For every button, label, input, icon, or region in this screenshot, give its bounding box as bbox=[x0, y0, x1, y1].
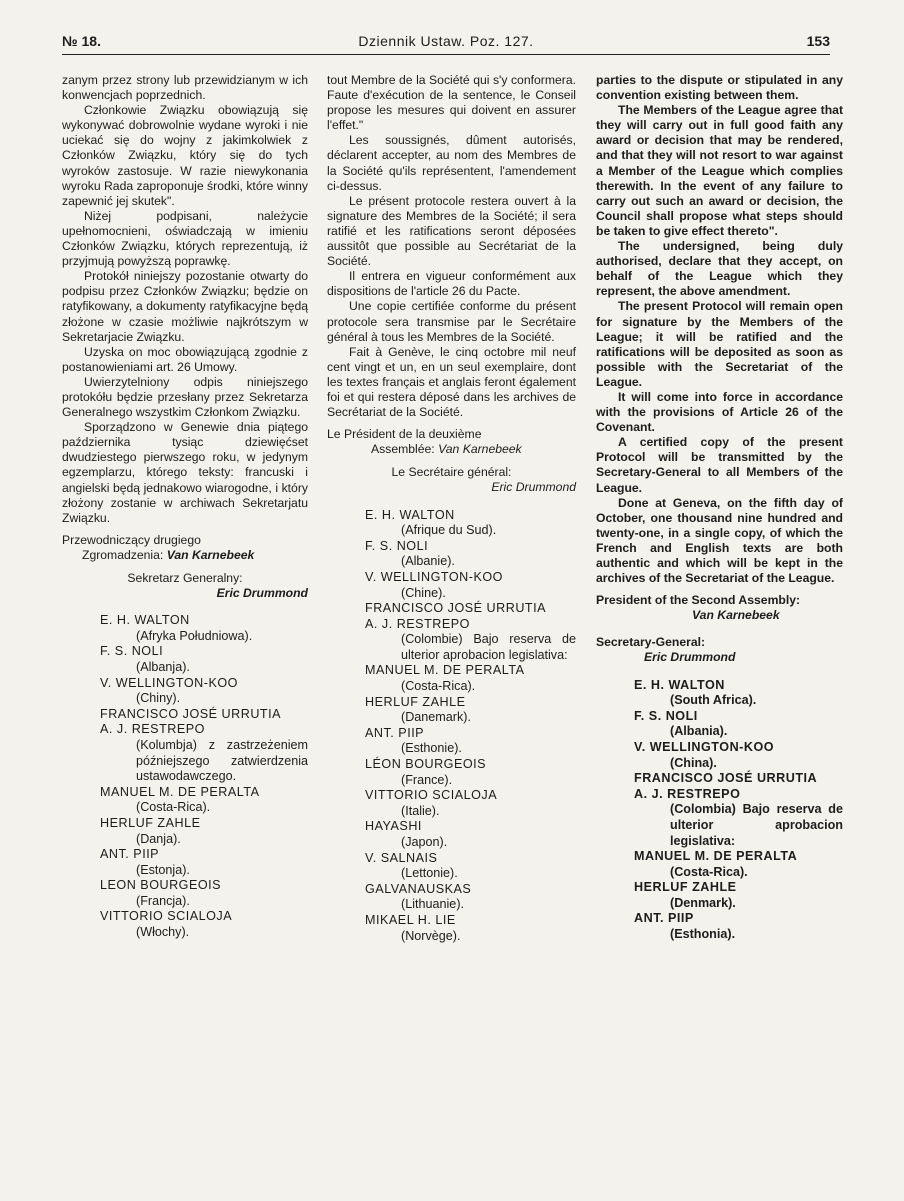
signatory-country: (South Africa). bbox=[670, 693, 757, 708]
secretary-title: Le Secrétaire général: bbox=[391, 465, 512, 480]
journal-number: № 18. bbox=[62, 33, 101, 49]
page-number: 153 bbox=[806, 33, 830, 49]
signatory-country: (Colombia) Bajo reserva de ulterior aprobacion legislativa: bbox=[670, 802, 843, 848]
signatory-country: (Francja). bbox=[136, 893, 190, 908]
signatory-country: (Norvège). bbox=[401, 928, 461, 943]
signatory-country: (Afrique du Sud). bbox=[401, 523, 497, 538]
signatory-name: ANT. PIIP bbox=[365, 725, 425, 740]
signatory-country: (Danemark). bbox=[401, 710, 471, 725]
paragraph: Le présent protocole restera ouvert à la signature des Membres de la Société; il sera ratifié et les ratifications seront déposées aussitôt que possible au Secrétariat de la Société. bbox=[327, 193, 576, 269]
signatory-country: (Kolumbja) z zastrzeżeniem późniejszego zatwierdzenia ustawodawczego. bbox=[136, 737, 308, 784]
signatory-country: (Japon). bbox=[401, 835, 448, 849]
paragraph: Fait à Genève, le cinq octobre mil neuf cent vingt et un, en un seul exemplaire, dont les textes français et anglais feront également foi et qui restera déposé dans les archives de Secrétariat de la Société. bbox=[327, 344, 576, 420]
signatory-name: HERLUF ZAHLE bbox=[365, 694, 466, 709]
secretary-title: Secretary-General: bbox=[596, 635, 706, 650]
president-title: Przewodniczący drugiego bbox=[62, 532, 201, 547]
secretary-title: Sekretarz Generalny: bbox=[127, 571, 243, 585]
signatory-name: MIKAEL H. LIE bbox=[365, 912, 456, 927]
paragraph: Sporządzono w Genewie dnia piątego października tysiąc dziewięćset dwudziestego pierwszego roku, w jedynym egzemplarzu, którego teksty: francuski i angielski będą jednakowo wiarogodne, i który złożony zostanie w archiwach Sekretarjatu Związku. bbox=[62, 420, 308, 525]
signatory-name: ANT. PIIP bbox=[634, 911, 694, 926]
president-name: Van Karnebeek bbox=[166, 547, 255, 562]
paragraph: Członkowie Związku obowiązują się wykonywać dobrowolnie wydane wyroki i nie uciekać się do wojny z jakimkolwiek z Członków Związku, który się do tych wyroków zastosuje. W razie niewykonania wyroku Rada zaproponuje środki, które winny zapewnić jej skutek". bbox=[62, 103, 308, 208]
polish-column bbox=[62, 73, 308, 941]
paragraph: tout Membre de la Société qui s'y conformera. Faute d'exécution de la sentence, le Conseil propose les mesures qui doivent en assurer l'effet." bbox=[327, 73, 576, 133]
signatory-name: LÉON BOURGEOIS bbox=[365, 757, 487, 772]
signatory-name: A. J. RESTREPO bbox=[100, 722, 205, 737]
paragraph: Il entrera en vigueur conformément aux dispositions de l'article 26 du Pacte. bbox=[327, 269, 576, 299]
signatory-country: (Esthonie). bbox=[401, 741, 462, 756]
signatory-name: FRANCISCO JOSÉ URRUTIA bbox=[634, 771, 818, 786]
president-signature bbox=[62, 533, 308, 563]
signatory-name: F. S. NOLI bbox=[634, 708, 698, 723]
signatory-name: A. J. RESTREPO bbox=[365, 616, 470, 631]
president-name: Van Karnebeek bbox=[438, 442, 522, 457]
signatory-name: E. H. WALTON bbox=[100, 613, 190, 628]
president-title-cont: Assemblée: bbox=[371, 442, 435, 457]
english-column bbox=[596, 73, 843, 943]
signatory-country: (Esthonia). bbox=[670, 927, 736, 942]
signatory-name: F. S. NOLI bbox=[365, 538, 429, 553]
signatory-name: LEON BOURGEOIS bbox=[100, 878, 222, 893]
signatory-name: VITTORIO SCIALOJA bbox=[365, 788, 498, 803]
signatory-name: MANUEL M. DE PERALTA bbox=[634, 849, 798, 864]
signatory-country: (Costa-Rica). bbox=[670, 864, 748, 879]
paragraph: zanym przez strony lub przewidzianym w ich konwencjach poprzednich. bbox=[62, 73, 308, 103]
president-signature bbox=[327, 427, 576, 457]
signatory-country: (China). bbox=[670, 755, 717, 770]
signatory-country: (Włochy). bbox=[136, 925, 190, 940]
signatory-country: (Afryka Południowa). bbox=[136, 628, 253, 643]
signatory-country: (Albania). bbox=[670, 724, 728, 739]
signatory-country: (Estonja). bbox=[136, 862, 190, 877]
signatory-name: V. WELLINGTON-KOO bbox=[100, 675, 238, 690]
signatory-name: MANUEL M. DE PERALTA bbox=[100, 784, 260, 799]
paragraph: The undersigned, being duly authorised, declare that they accept, on behalf of the League which they represent, the above amendment. bbox=[596, 239, 843, 299]
secretary-name: Eric Drummond bbox=[644, 650, 736, 665]
signatory-country: (France). bbox=[401, 772, 453, 787]
paragraph: Uzyska on moc obowiązującą zgodnie z postanowieniami art. 26 Umowy. bbox=[62, 344, 308, 374]
signatory-country: (Albanja). bbox=[136, 659, 190, 674]
signatory-name: FRANCISCO JOSÉ URRUTIA bbox=[365, 601, 547, 616]
journal-title: Dziennik Ustaw. Poz. 127. bbox=[358, 33, 534, 49]
signatory-name: E. H. WALTON bbox=[634, 677, 725, 692]
paragraph: Uwierzytelniony odpis niniejszego protokółu będzie przesłany przez Sekretarza Generalnego wszystkim Członkom Związku. bbox=[62, 374, 308, 420]
signatory-name: F. S. NOLI bbox=[100, 644, 164, 659]
president-title: President of the Second Assembly: bbox=[596, 593, 801, 608]
paragraph: Niżej podpisani, należycie upełnomocnieni, oświadczają w imieniu Członków Związku, których reprezentują, iż przyjmują powyższą poprawkę. bbox=[62, 208, 308, 269]
signatory-country: (Denmark). bbox=[670, 895, 736, 910]
signatory-name: MANUEL M. DE PERALTA bbox=[365, 663, 525, 678]
signatory-name: GALVANAUSKAS bbox=[365, 881, 472, 896]
signatory-name: HERLUF ZAHLE bbox=[634, 880, 737, 895]
signatory-country: (Danja). bbox=[136, 831, 181, 846]
paragraph: Done at Geneva, on the fifth day of October, one thousand nine hundred and twenty-one, in a single copy, of which the French and English texts are both authentic and which will be kept in the archives of the Secretariat of the League. bbox=[596, 495, 843, 586]
signatory-name: ANT. PIIP bbox=[100, 847, 160, 862]
secretary-name: Eric Drummond bbox=[491, 480, 576, 495]
paragraph: parties to the dispute or stipulated in any convention existing between them. bbox=[596, 73, 843, 103]
page-header bbox=[62, 34, 830, 55]
signatory-country: (Lithuanie). bbox=[401, 897, 465, 912]
paragraph: Protokół niniejszy pozostanie otwarty do podpisu przez Członków Związku; będzie on ratyfikowany, a dokumenty ratyfikacyjne będą złożone w czasie możliwie najkrótszym w Sekretarjacie Związku. bbox=[62, 269, 308, 344]
signatory-country: (Lettonie). bbox=[401, 866, 458, 881]
signatory-country: (Albanie). bbox=[401, 554, 455, 569]
signatory-country: (Italie). bbox=[401, 803, 440, 818]
signatory-name: FRANCISCO JOSÉ URRUTIA bbox=[100, 706, 282, 721]
paragraph: A certified copy of the present Protocol will be transmitted by the Secretary-General to all Members of the League. bbox=[596, 435, 843, 495]
signatory-list bbox=[327, 508, 576, 945]
signatory-name: V. SALNAIS bbox=[365, 850, 438, 865]
signatory-country: (Chine). bbox=[401, 585, 446, 600]
signatory-name: HERLUF ZAHLE bbox=[100, 815, 201, 830]
signatory-name: V. WELLINGTON-KOO bbox=[365, 569, 503, 584]
signatory-name: VITTORIO SCIALOJA bbox=[100, 909, 233, 924]
signatory-country: (Costa-Rica). bbox=[401, 679, 476, 694]
signatory-name: A. J. RESTREPO bbox=[634, 786, 741, 801]
signatory-name: V. WELLINGTON-KOO bbox=[634, 739, 775, 754]
president-name: Van Karnebeek bbox=[692, 608, 780, 623]
signatory-country: (Colombie) Bajo reserva de ulterior aprobacion legislativa: bbox=[401, 632, 576, 662]
signatory-country: (Costa-Rica). bbox=[136, 800, 211, 815]
secretary-name: Eric Drummond bbox=[216, 586, 308, 601]
signatory-name: E. H. WALTON bbox=[365, 507, 455, 522]
president-title: Le Président de la deuxième bbox=[327, 427, 482, 442]
signatory-name: HAYASHI bbox=[365, 819, 422, 834]
french-column bbox=[327, 73, 576, 944]
signatory-list bbox=[596, 678, 843, 943]
signatory-list bbox=[62, 613, 308, 940]
paragraph: The present Protocol will remain open for signature by the Members of the League; it will be ratified and the ratifications will be deposited as soon as possible with the Secretariat of the League. bbox=[596, 299, 843, 389]
president-title-cont: Zgromadzenia: bbox=[82, 547, 164, 562]
paragraph: Les soussignés, dûment autorisés, déclarent accepter, au nom des Membres de la Société qu'ils représentent, l'amendement ci-dessus. bbox=[327, 133, 576, 193]
paragraph: The Members of the League agree that they will carry out in full good faith any award or decision that may be rendered, and that they will not resort to war against a Member of the League which complies therewith. In the event of any failure to carry out such an award or decision, the Council shall propose what steps should be taken to give effect thereto". bbox=[596, 103, 843, 238]
signatory-country: (Chiny). bbox=[136, 691, 181, 706]
paragraph: It will come into force in accordance with the provisions of Article 26 of the Covenant. bbox=[596, 389, 843, 435]
paragraph: Une copie certifiée conforme du présent protocole sera transmise par le Secrétaire général à tous les Membres de la Société. bbox=[327, 299, 576, 344]
